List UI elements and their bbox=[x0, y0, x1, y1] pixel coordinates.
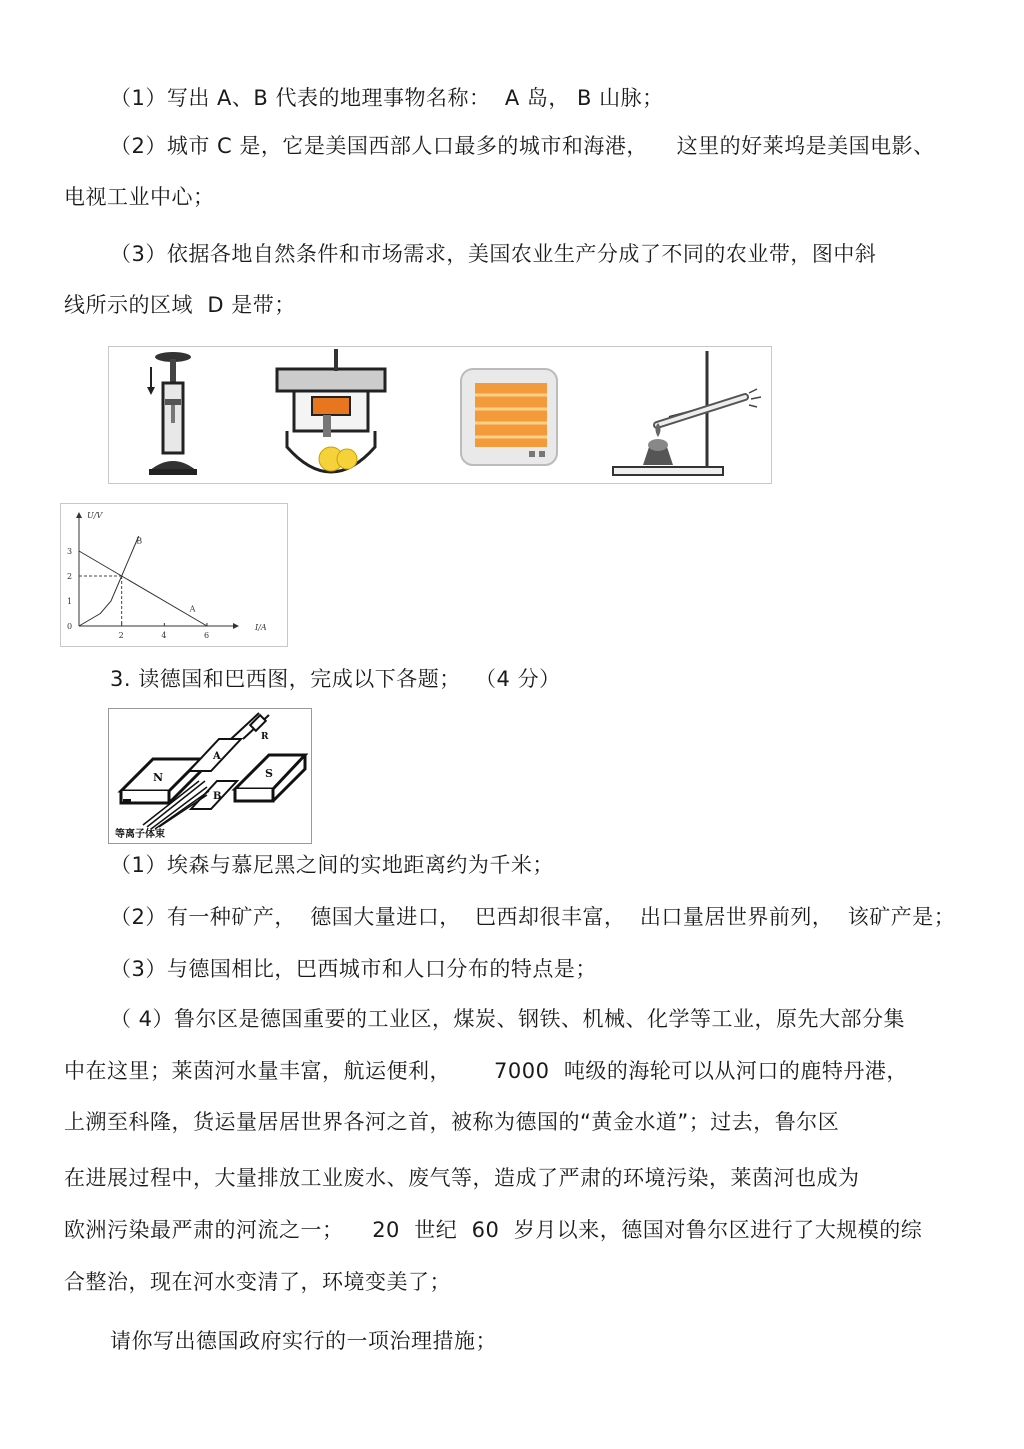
plate-a-label: A bbox=[213, 751, 221, 762]
y-tick-label-0: 0 bbox=[67, 622, 73, 631]
question-2-line: （2）城市 C 是，它是美国西部人口最多的城市和海港， 这里的好莱坞是美国电影、 bbox=[110, 134, 935, 158]
x-tick-label-2: 2 bbox=[118, 631, 124, 640]
plasma-beam-caption: 等离子体束 bbox=[115, 829, 165, 840]
sub-question-1-line: （1）埃森与慕尼黑之间的实地距离约为千米； bbox=[110, 853, 554, 877]
resistor-r bbox=[250, 715, 266, 731]
engine-cross-section-image bbox=[277, 349, 385, 472]
experiment-image-strip bbox=[108, 346, 772, 484]
paragraph-line-6: 合整治，现在河水变清了，环境变美了； bbox=[64, 1270, 451, 1294]
electric-heater-image bbox=[461, 369, 557, 465]
question-2-line-cont: 电视工业中心； bbox=[64, 185, 215, 209]
y-tick-label-3: 3 bbox=[67, 547, 73, 556]
pole-n-label: N bbox=[153, 771, 164, 784]
pole-s-label: S bbox=[265, 767, 273, 780]
y-tick-label-1: 1 bbox=[67, 597, 73, 606]
final-question-line: 请你写出德国政府实行的一项治理措施； bbox=[110, 1329, 497, 1353]
sub-question-3-line: （3）与德国相比，巴西城市和人口分布的特点是； bbox=[110, 957, 597, 981]
chart-svg bbox=[61, 504, 287, 646]
y-axis-label: U/V bbox=[87, 511, 103, 520]
x-axis-label: I/A bbox=[255, 623, 267, 632]
sub-question-2-line: （2）有一种矿产， 德国大量进口， 巴西却很丰富， 出口量居世界前列， 该矿产是； bbox=[110, 905, 956, 929]
resistor-r-label: R bbox=[261, 732, 269, 742]
question-3-line-cont: 线所示的区域 D 是带； bbox=[64, 293, 296, 317]
magnet-plasma-diagram bbox=[108, 708, 312, 844]
series-label-B: B bbox=[136, 536, 143, 546]
piston-compressor-image bbox=[147, 352, 197, 475]
question-1-line: （1）写出 A、B 代表的地理事物名称： A 岛， B 山脉； bbox=[110, 86, 664, 110]
x-tick-label-6: 6 bbox=[204, 631, 210, 640]
paragraph-line-4: 在进展过程中，大量排放工业废水、废气等，造成了严肃的环境污染，莱茵河也成为 bbox=[64, 1166, 860, 1190]
voltage-current-chart bbox=[60, 503, 288, 647]
paragraph-line-3: 上溯至科隆，货运量居居世界各河之首，被称为德国的“黄金水道”；过去，鲁尔区 bbox=[64, 1110, 840, 1134]
section-3-heading: 3. 读德国和巴西图，完成以下各题； （4 分） bbox=[110, 667, 561, 691]
x-tick-label-4: 4 bbox=[161, 631, 167, 640]
y-tick-label-2: 2 bbox=[67, 572, 73, 581]
paragraph-line-5: 欧洲污染最严肃的河流之一； 20 世纪 60 岁月以来，德国对鲁尔区进行了大规模的综 bbox=[64, 1218, 923, 1242]
x-axis-arrow bbox=[233, 623, 239, 629]
plate-b-label: B bbox=[213, 791, 222, 802]
question-3-line: （3）依据各地自然条件和市场需求，美国农业生产分成了不同的农业带，图中斜 bbox=[110, 242, 877, 266]
series-label-A: A bbox=[189, 604, 196, 614]
test-tube-stand-image bbox=[613, 351, 761, 475]
y-axis-arrow bbox=[76, 512, 82, 518]
sub-question-4-line: （ 4）鲁尔区是德国重要的工业区，煤炭、钢铁、机械、化学等工业，原先大部分集 bbox=[110, 1007, 906, 1031]
paragraph-line-2: 中在这里；莱茵河水量丰富，航运便利， 7000 吨级的海轮可以从河口的鹿特丹港， bbox=[64, 1059, 908, 1083]
